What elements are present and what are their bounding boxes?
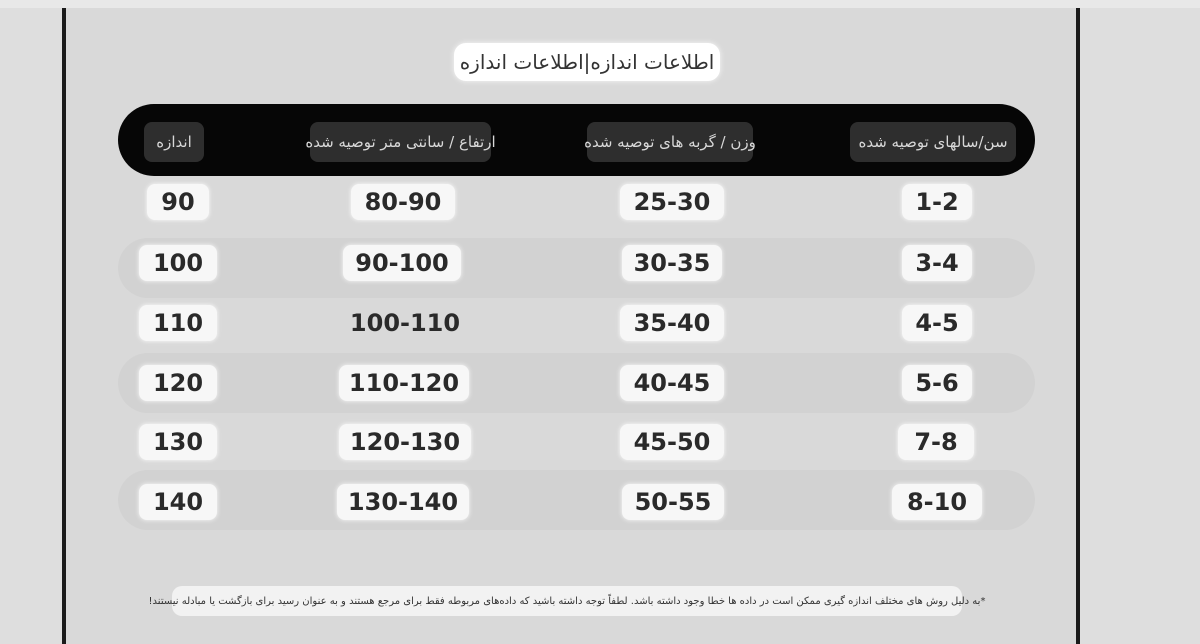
- cell-size: 110: [139, 305, 217, 341]
- cell-age: 5-6: [902, 365, 972, 401]
- cell-age: 4-5: [902, 305, 972, 341]
- header-age: سن/سالهای توصیه شده: [850, 122, 1016, 162]
- top-strip: [0, 0, 1200, 8]
- cell-weight: 45-50: [620, 424, 724, 460]
- cell-weight: 35-40: [620, 305, 724, 341]
- header-size: اندازه: [144, 122, 204, 162]
- cell-weight: 25-30: [620, 184, 724, 220]
- disclaimer-note: *به دلیل روش های مختلف اندازه گیری ممکن است در داده ها خطا وجود داشته باشد. لطفاً توجه داشته باشید که داده‌های مربوطه فقط برای مرجع هستند و به عنوان رسید برای بازگشت یا مبادله نیستند!: [172, 586, 962, 616]
- row-band: [118, 238, 1035, 298]
- cell-size: 120: [139, 365, 217, 401]
- cell-age: 7-8: [898, 424, 974, 460]
- page-title: اطلاعات اندازه|اطلاعات اندازه: [454, 43, 720, 81]
- cell-weight: 50-55: [622, 484, 724, 520]
- cell-height: 90-100: [343, 245, 461, 281]
- cell-size: 140: [139, 484, 217, 520]
- cell-height: 100-110: [349, 309, 461, 337]
- cell-size: 90: [147, 184, 209, 220]
- frame-right-border: [1076, 8, 1080, 644]
- cell-height: 120-130: [339, 424, 471, 460]
- cell-height: 80-90: [351, 184, 455, 220]
- cell-age: 3-4: [902, 245, 972, 281]
- row-band: [118, 353, 1035, 413]
- cell-height: 110-120: [339, 365, 469, 401]
- cell-age: 8-10: [892, 484, 982, 520]
- cell-size: 130: [139, 424, 217, 460]
- header-weight: وزن / گربه های توصیه شده: [587, 122, 753, 162]
- cell-height: 130-140: [337, 484, 469, 520]
- cell-weight: 30-35: [622, 245, 722, 281]
- cell-weight: 40-45: [620, 365, 724, 401]
- table-header: [118, 104, 1035, 176]
- frame-left-border: [62, 8, 66, 644]
- header-height: ارتفاع / سانتی متر توصیه شده: [310, 122, 491, 162]
- cell-size: 100: [139, 245, 217, 281]
- cell-age: 1-2: [902, 184, 972, 220]
